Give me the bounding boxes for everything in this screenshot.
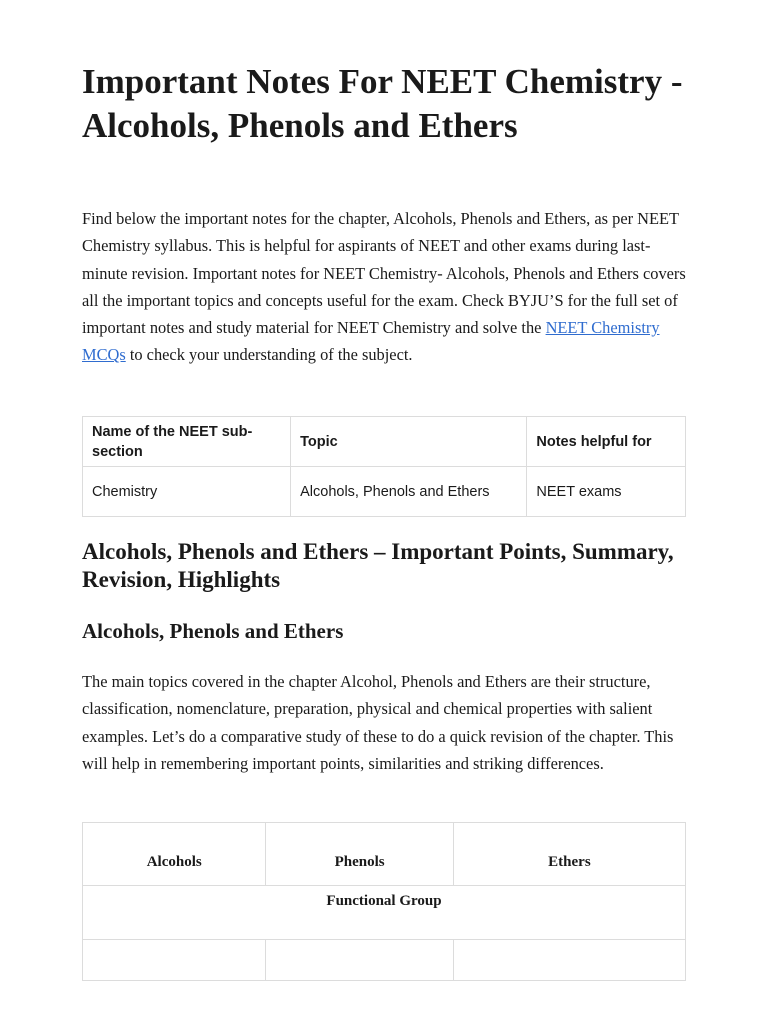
info-table-header-cell: Name of the NEET sub-section: [83, 417, 291, 467]
comparison-cell: [266, 940, 453, 981]
info-table-cell: Chemistry: [83, 467, 291, 517]
neet-chemistry-mcqs-link[interactable]: NEET Chemistry MCQs: [82, 318, 660, 365]
page-title: Important Notes For NEET Chemistry - Alcohols, Phenols and Ethers: [82, 62, 683, 145]
section-heading: Alcohols, Phenols and Ethers – Important Points, Summary, Revision, Highlights: [82, 539, 674, 592]
intro-paragraph: [82, 205, 690, 369]
comparison-cell: [83, 940, 266, 981]
section-body: The main topics covered in the chapter Alcohol, Phenols and Ethers are their structure, classification, nomenclature, preparation, physical and chemical properties with salient examples. Let’s do a comparative study of these to do a quick revision of the chapter. This will help in remembering important points, similarities and striking differences.: [82, 672, 674, 773]
comparison-cell: [453, 940, 685, 981]
comparison-table: [82, 822, 686, 981]
section-subheading: Alcohols, Phenols and Ethers: [82, 619, 344, 643]
functional-group-cell: Functional Group: [83, 886, 686, 940]
info-table: [82, 416, 686, 517]
info-table-header-cell: Notes helpful for: [527, 417, 686, 467]
info-table-cell: Alcohols, Phenols and Ethers: [291, 467, 527, 517]
info-table-header-row: [83, 417, 686, 467]
info-table-header-cell: Topic: [291, 417, 527, 467]
intro-text-after: to check your understanding of the subject.: [125, 345, 413, 365]
table-row: [83, 467, 686, 517]
comparison-header-cell: Alcohols: [83, 823, 266, 886]
comparison-header-cell: Ethers: [453, 823, 685, 886]
table-row: [83, 940, 686, 981]
comparison-span-row: [83, 886, 686, 940]
info-table-cell: NEET exams: [527, 467, 686, 517]
comparison-header-row: [83, 823, 686, 886]
intro-text: Find below the important notes for the chapter, Alcohols, Phenols and Ethers, as per NEET Chemistry syllabus. This is helpful for aspirants of NEET and other exams during last-minute revision. Important notes for NEET Chemistry- Alcohols, Phenols and Ethers covers all the important topics and concepts useful for the exam. Check BYJU’S for the full set of important notes and study material for NEET Chemistry and solve the: [82, 209, 686, 338]
comparison-header-cell: Phenols: [266, 823, 453, 886]
